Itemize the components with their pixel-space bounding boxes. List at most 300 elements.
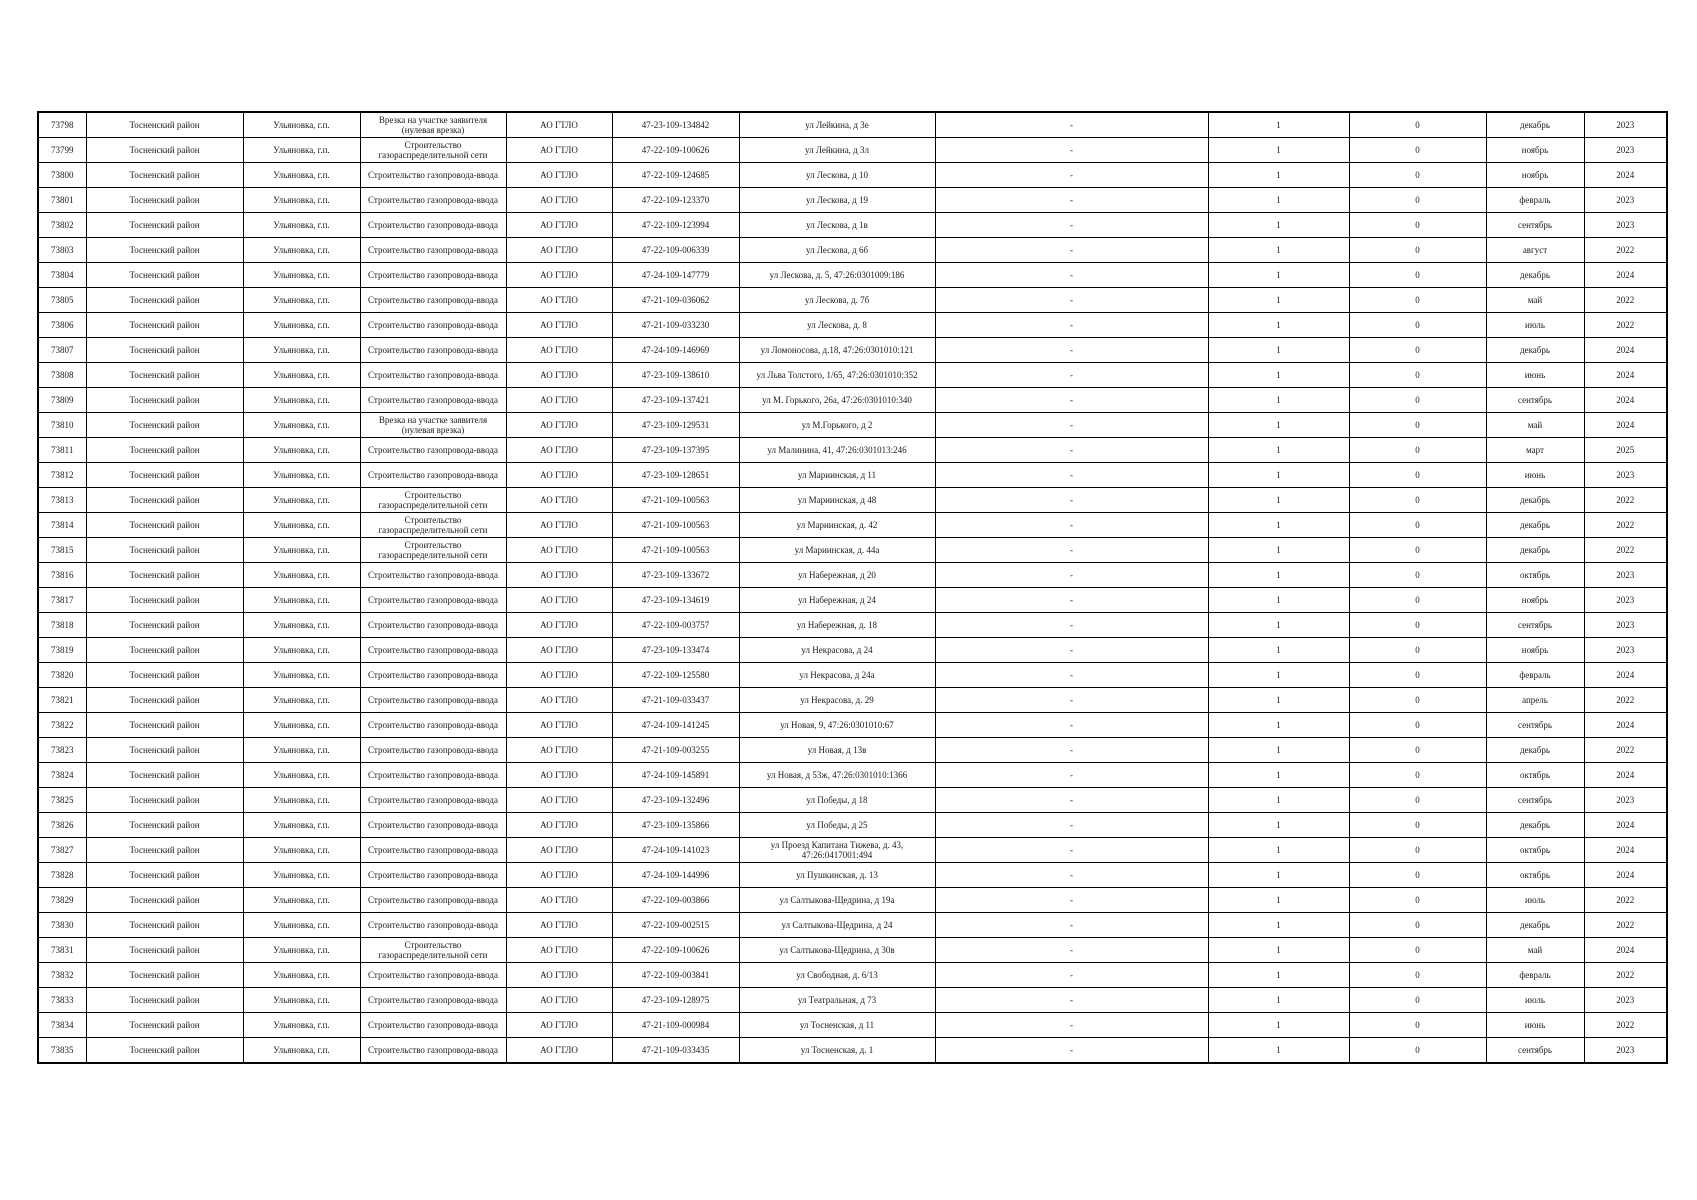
cell-quantity: 1 <box>1208 163 1349 188</box>
cell-year: 2022 <box>1584 488 1667 513</box>
cell-application-number: 47-24-109-147779 <box>612 263 739 288</box>
table-row <box>38 763 1667 788</box>
cell-dash: - <box>935 288 1208 313</box>
cell-year: 2024 <box>1584 413 1667 438</box>
cell-settlement: Ульяновка, г.п. <box>243 988 360 1013</box>
cell-zero: 0 <box>1349 138 1486 163</box>
cell-dash: - <box>935 313 1208 338</box>
cell-year: 2022 <box>1584 688 1667 713</box>
table-row <box>38 938 1667 963</box>
cell-year: 2022 <box>1584 963 1667 988</box>
cell-month: декабрь <box>1486 338 1584 363</box>
cell-district: Тосненский район <box>86 563 243 588</box>
cell-id: 73810 <box>38 413 86 438</box>
cell-application-number: 47-21-109-036062 <box>612 288 739 313</box>
cell-id: 73829 <box>38 888 86 913</box>
cell-month: ноябрь <box>1486 138 1584 163</box>
cell-settlement: Ульяновка, г.п. <box>243 713 360 738</box>
cell-month: декабрь <box>1486 488 1584 513</box>
cell-address: ул М. Горького, 26а, 47:26:0301010:340 <box>739 388 935 413</box>
cell-work-type: Строительство газораспределительной сети <box>360 538 506 563</box>
cell-organization: АО ГТЛО <box>506 838 612 863</box>
cell-application-number: 47-21-109-100563 <box>612 488 739 513</box>
cell-application-number: 47-21-109-100563 <box>612 538 739 563</box>
cell-organization: АО ГТЛО <box>506 213 612 238</box>
cell-organization: АО ГТЛО <box>506 813 612 838</box>
cell-organization: АО ГТЛО <box>506 413 612 438</box>
cell-zero: 0 <box>1349 738 1486 763</box>
cell-zero: 0 <box>1349 638 1486 663</box>
cell-settlement: Ульяновка, г.п. <box>243 138 360 163</box>
cell-organization: АО ГТЛО <box>506 963 612 988</box>
cell-year: 2024 <box>1584 813 1667 838</box>
cell-organization: АО ГТЛО <box>506 538 612 563</box>
cell-work-type: Строительство газопровода-ввода <box>360 463 506 488</box>
cell-year: 2024 <box>1584 338 1667 363</box>
cell-id: 73801 <box>38 188 86 213</box>
cell-month: декабрь <box>1486 813 1584 838</box>
cell-id: 73826 <box>38 813 86 838</box>
cell-settlement: Ульяновка, г.п. <box>243 288 360 313</box>
cell-work-type: Строительство газопровода-ввода <box>360 263 506 288</box>
cell-application-number: 47-22-109-006339 <box>612 238 739 263</box>
cell-work-type: Строительство газопровода-ввода <box>360 663 506 688</box>
cell-zero: 0 <box>1349 213 1486 238</box>
cell-dash: - <box>935 588 1208 613</box>
cell-id: 73827 <box>38 838 86 863</box>
cell-year: 2022 <box>1584 738 1667 763</box>
cell-id: 73798 <box>38 112 86 138</box>
cell-id: 73807 <box>38 338 86 363</box>
cell-year: 2023 <box>1584 213 1667 238</box>
cell-month: декабрь <box>1486 263 1584 288</box>
cell-organization: АО ГТЛО <box>506 363 612 388</box>
cell-zero: 0 <box>1349 288 1486 313</box>
cell-district: Тосненский район <box>86 388 243 413</box>
cell-id: 73813 <box>38 488 86 513</box>
cell-year: 2022 <box>1584 888 1667 913</box>
cell-application-number: 47-22-109-100626 <box>612 138 739 163</box>
cell-month: февраль <box>1486 963 1584 988</box>
cell-settlement: Ульяновка, г.п. <box>243 463 360 488</box>
cell-work-type: Строительство газораспределительной сети <box>360 138 506 163</box>
cell-zero: 0 <box>1349 438 1486 463</box>
cell-quantity: 1 <box>1208 388 1349 413</box>
table-row <box>38 438 1667 463</box>
table-row <box>38 388 1667 413</box>
cell-organization: АО ГТЛО <box>506 988 612 1013</box>
cell-organization: АО ГТЛО <box>506 288 612 313</box>
cell-address: ул Новая, д 13в <box>739 738 935 763</box>
cell-zero: 0 <box>1349 363 1486 388</box>
cell-settlement: Ульяновка, г.п. <box>243 588 360 613</box>
cell-id: 73816 <box>38 563 86 588</box>
cell-dash: - <box>935 263 1208 288</box>
cell-month: май <box>1486 288 1584 313</box>
table-row <box>38 288 1667 313</box>
cell-work-type: Строительство газопровода-ввода <box>360 763 506 788</box>
cell-dash: - <box>935 563 1208 588</box>
cell-address: ул Салтыкова-Щедрина, д 24 <box>739 913 935 938</box>
cell-district: Тосненский район <box>86 338 243 363</box>
cell-district: Тосненский район <box>86 163 243 188</box>
cell-settlement: Ульяновка, г.п. <box>243 913 360 938</box>
cell-district: Тосненский район <box>86 588 243 613</box>
cell-month: июнь <box>1486 363 1584 388</box>
cell-address: ул Некрасова, д 24 <box>739 638 935 663</box>
table-row <box>38 163 1667 188</box>
cell-year: 2023 <box>1584 1038 1667 1064</box>
cell-settlement: Ульяновка, г.п. <box>243 238 360 263</box>
cell-organization: АО ГТЛО <box>506 163 612 188</box>
cell-dash: - <box>935 613 1208 638</box>
cell-zero: 0 <box>1349 313 1486 338</box>
cell-month: июль <box>1486 313 1584 338</box>
cell-month: сентябрь <box>1486 713 1584 738</box>
cell-dash: - <box>935 788 1208 813</box>
cell-application-number: 47-22-109-003866 <box>612 888 739 913</box>
cell-address: ул Мариинская, д 11 <box>739 463 935 488</box>
cell-month: ноябрь <box>1486 163 1584 188</box>
cell-year: 2023 <box>1584 463 1667 488</box>
cell-id: 73803 <box>38 238 86 263</box>
cell-application-number: 47-23-109-128651 <box>612 463 739 488</box>
cell-dash: - <box>935 413 1208 438</box>
cell-district: Тосненский район <box>86 513 243 538</box>
cell-month: сентябрь <box>1486 1038 1584 1064</box>
cell-zero: 0 <box>1349 863 1486 888</box>
cell-dash: - <box>935 1038 1208 1064</box>
cell-work-type: Строительство газопровода-ввода <box>360 738 506 763</box>
cell-month: июль <box>1486 888 1584 913</box>
cell-address: ул Победы, д 25 <box>739 813 935 838</box>
cell-organization: АО ГТЛО <box>506 638 612 663</box>
cell-id: 73818 <box>38 613 86 638</box>
cell-district: Тосненский район <box>86 1013 243 1038</box>
cell-zero: 0 <box>1349 663 1486 688</box>
cell-district: Тосненский район <box>86 688 243 713</box>
cell-application-number: 47-24-109-144996 <box>612 863 739 888</box>
cell-address: ул Малинина, 41, 47:26:0301013:246 <box>739 438 935 463</box>
cell-district: Тосненский район <box>86 138 243 163</box>
cell-district: Тосненский район <box>86 238 243 263</box>
cell-dash: - <box>935 938 1208 963</box>
cell-zero: 0 <box>1349 688 1486 713</box>
cell-month: октябрь <box>1486 838 1584 863</box>
cell-application-number: 47-22-109-123994 <box>612 213 739 238</box>
table-body <box>38 112 1667 1063</box>
cell-address: ул Лескова, д. 8 <box>739 313 935 338</box>
cell-quantity: 1 <box>1208 238 1349 263</box>
cell-year: 2024 <box>1584 863 1667 888</box>
cell-work-type: Строительство газопровода-ввода <box>360 338 506 363</box>
cell-zero: 0 <box>1349 263 1486 288</box>
cell-address: ул Лескова, д 6б <box>739 238 935 263</box>
cell-application-number: 47-24-109-141245 <box>612 713 739 738</box>
cell-settlement: Ульяновка, г.п. <box>243 188 360 213</box>
cell-id: 73800 <box>38 163 86 188</box>
cell-settlement: Ульяновка, г.п. <box>243 163 360 188</box>
cell-organization: АО ГТЛО <box>506 488 612 513</box>
cell-address: ул Лейкина, д 3е <box>739 112 935 138</box>
cell-dash: - <box>935 813 1208 838</box>
cell-zero: 0 <box>1349 588 1486 613</box>
cell-settlement: Ульяновка, г.п. <box>243 563 360 588</box>
cell-quantity: 1 <box>1208 988 1349 1013</box>
cell-work-type: Строительство газопровода-ввода <box>360 163 506 188</box>
cell-zero: 0 <box>1349 163 1486 188</box>
cell-application-number: 47-21-109-100563 <box>612 513 739 538</box>
cell-year: 2022 <box>1584 538 1667 563</box>
cell-settlement: Ульяновка, г.п. <box>243 538 360 563</box>
cell-id: 73799 <box>38 138 86 163</box>
cell-organization: АО ГТЛО <box>506 663 612 688</box>
cell-address: ул Набережная, д 24 <box>739 588 935 613</box>
cell-settlement: Ульяновка, г.п. <box>243 738 360 763</box>
cell-district: Тосненский район <box>86 188 243 213</box>
cell-year: 2023 <box>1584 112 1667 138</box>
cell-dash: - <box>935 713 1208 738</box>
cell-organization: АО ГТЛО <box>506 338 612 363</box>
cell-id: 73831 <box>38 938 86 963</box>
cell-zero: 0 <box>1349 513 1486 538</box>
cell-month: декабрь <box>1486 738 1584 763</box>
table-row <box>38 313 1667 338</box>
cell-application-number: 47-23-109-137421 <box>612 388 739 413</box>
cell-settlement: Ульяновка, г.п. <box>243 413 360 438</box>
cell-organization: АО ГТЛО <box>506 263 612 288</box>
table-row <box>38 838 1667 863</box>
cell-id: 73832 <box>38 963 86 988</box>
cell-dash: - <box>935 538 1208 563</box>
cell-id: 73811 <box>38 438 86 463</box>
cell-application-number: 47-22-109-124685 <box>612 163 739 188</box>
cell-organization: АО ГТЛО <box>506 863 612 888</box>
table-row <box>38 363 1667 388</box>
cell-work-type: Строительство газопровода-ввода <box>360 388 506 413</box>
cell-district: Тосненский район <box>86 963 243 988</box>
cell-year: 2022 <box>1584 288 1667 313</box>
cell-district: Тосненский район <box>86 213 243 238</box>
cell-organization: АО ГТЛО <box>506 188 612 213</box>
cell-id: 73835 <box>38 1038 86 1064</box>
cell-address: ул Победы, д 18 <box>739 788 935 813</box>
cell-work-type: Строительство газопровода-ввода <box>360 238 506 263</box>
table-row <box>38 663 1667 688</box>
cell-zero: 0 <box>1349 112 1486 138</box>
cell-district: Тосненский район <box>86 663 243 688</box>
cell-district: Тосненский район <box>86 638 243 663</box>
cell-month: апрель <box>1486 688 1584 713</box>
cell-month: октябрь <box>1486 763 1584 788</box>
cell-year: 2024 <box>1584 388 1667 413</box>
cell-district: Тосненский район <box>86 813 243 838</box>
cell-zero: 0 <box>1349 913 1486 938</box>
cell-work-type: Строительство газопровода-ввода <box>360 438 506 463</box>
cell-application-number: 47-22-109-003757 <box>612 613 739 638</box>
cell-zero: 0 <box>1349 488 1486 513</box>
table-row <box>38 463 1667 488</box>
cell-id: 73820 <box>38 663 86 688</box>
cell-settlement: Ульяновка, г.п. <box>243 363 360 388</box>
cell-organization: АО ГТЛО <box>506 938 612 963</box>
table-row <box>38 138 1667 163</box>
cell-work-type: Врезка на участке заявителя (нулевая врезка) <box>360 413 506 438</box>
cell-id: 73806 <box>38 313 86 338</box>
table-row <box>38 263 1667 288</box>
cell-quantity: 1 <box>1208 888 1349 913</box>
cell-dash: - <box>935 963 1208 988</box>
cell-work-type: Строительство газопровода-ввода <box>360 213 506 238</box>
cell-settlement: Ульяновка, г.п. <box>243 338 360 363</box>
cell-year: 2024 <box>1584 763 1667 788</box>
cell-settlement: Ульяновка, г.п. <box>243 888 360 913</box>
cell-settlement: Ульяновка, г.п. <box>243 1013 360 1038</box>
cell-application-number: 47-23-109-129531 <box>612 413 739 438</box>
cell-dash: - <box>935 188 1208 213</box>
cell-settlement: Ульяновка, г.п. <box>243 313 360 338</box>
cell-id: 73825 <box>38 788 86 813</box>
cell-address: ул Лескова, д. 7б <box>739 288 935 313</box>
cell-quantity: 1 <box>1208 438 1349 463</box>
cell-zero: 0 <box>1349 938 1486 963</box>
cell-id: 73828 <box>38 863 86 888</box>
cell-year: 2024 <box>1584 938 1667 963</box>
cell-work-type: Строительство газопровода-ввода <box>360 813 506 838</box>
table-row <box>38 613 1667 638</box>
cell-address: ул Лескова, д 19 <box>739 188 935 213</box>
cell-address: ул Лейкина, д 3л <box>739 138 935 163</box>
cell-dash: - <box>935 688 1208 713</box>
cell-work-type: Строительство газораспределительной сети <box>360 938 506 963</box>
cell-application-number: 47-23-109-134842 <box>612 112 739 138</box>
cell-settlement: Ульяновка, г.п. <box>243 863 360 888</box>
cell-zero: 0 <box>1349 763 1486 788</box>
cell-dash: - <box>935 513 1208 538</box>
cell-application-number: 47-23-109-134619 <box>612 588 739 613</box>
cell-address: ул Некрасова, д. 29 <box>739 688 935 713</box>
cell-settlement: Ульяновка, г.п. <box>243 638 360 663</box>
cell-work-type: Врезка на участке заявителя (нулевая врезка) <box>360 112 506 138</box>
cell-application-number: 47-21-109-033435 <box>612 1038 739 1064</box>
cell-district: Тосненский район <box>86 112 243 138</box>
cell-organization: АО ГТЛО <box>506 513 612 538</box>
cell-application-number: 47-22-109-125580 <box>612 663 739 688</box>
cell-quantity: 1 <box>1208 1013 1349 1038</box>
cell-settlement: Ульяновка, г.п. <box>243 263 360 288</box>
cell-zero: 0 <box>1349 788 1486 813</box>
cell-organization: АО ГТЛО <box>506 238 612 263</box>
cell-settlement: Ульяновка, г.п. <box>243 938 360 963</box>
cell-dash: - <box>935 838 1208 863</box>
cell-zero: 0 <box>1349 463 1486 488</box>
cell-work-type: Строительство газопровода-ввода <box>360 613 506 638</box>
cell-settlement: Ульяновка, г.п. <box>243 663 360 688</box>
cell-month: сентябрь <box>1486 613 1584 638</box>
cell-quantity: 1 <box>1208 688 1349 713</box>
cell-quantity: 1 <box>1208 488 1349 513</box>
cell-work-type: Строительство газораспределительной сети <box>360 513 506 538</box>
cell-settlement: Ульяновка, г.п. <box>243 788 360 813</box>
cell-work-type: Строительство газораспределительной сети <box>360 488 506 513</box>
cell-organization: АО ГТЛО <box>506 563 612 588</box>
cell-quantity: 1 <box>1208 313 1349 338</box>
cell-work-type: Строительство газопровода-ввода <box>360 988 506 1013</box>
cell-month: сентябрь <box>1486 213 1584 238</box>
cell-zero: 0 <box>1349 713 1486 738</box>
cell-id: 73802 <box>38 213 86 238</box>
cell-dash: - <box>935 238 1208 263</box>
cell-address: ул Лескова, д. 5, 47:26:0301009:186 <box>739 263 935 288</box>
table-row <box>38 563 1667 588</box>
cell-year: 2023 <box>1584 788 1667 813</box>
cell-settlement: Ульяновка, г.п. <box>243 838 360 863</box>
cell-quantity: 1 <box>1208 863 1349 888</box>
cell-zero: 0 <box>1349 338 1486 363</box>
cell-settlement: Ульяновка, г.п. <box>243 112 360 138</box>
cell-id: 73814 <box>38 513 86 538</box>
cell-organization: АО ГТЛО <box>506 588 612 613</box>
cell-application-number: 47-21-109-003255 <box>612 738 739 763</box>
cell-organization: АО ГТЛО <box>506 613 612 638</box>
cell-quantity: 1 <box>1208 413 1349 438</box>
cell-dash: - <box>935 763 1208 788</box>
cell-work-type: Строительство газопровода-ввода <box>360 713 506 738</box>
cell-year: 2024 <box>1584 263 1667 288</box>
cell-organization: АО ГТЛО <box>506 688 612 713</box>
cell-address: ул Льва Толстого, 1/65, 47:26:0301010:352 <box>739 363 935 388</box>
cell-district: Тосненский район <box>86 413 243 438</box>
cell-month: август <box>1486 238 1584 263</box>
cell-address: ул Мариинская, д. 42 <box>739 513 935 538</box>
cell-application-number: 47-21-109-000984 <box>612 1013 739 1038</box>
cell-month: октябрь <box>1486 863 1584 888</box>
cell-id: 73817 <box>38 588 86 613</box>
cell-year: 2023 <box>1584 988 1667 1013</box>
cell-district: Тосненский район <box>86 288 243 313</box>
cell-organization: АО ГТЛО <box>506 763 612 788</box>
cell-address: ул Салтыкова-Щедрина, д 30в <box>739 938 935 963</box>
cell-district: Тосненский район <box>86 763 243 788</box>
table-row <box>38 112 1667 138</box>
cell-year: 2022 <box>1584 238 1667 263</box>
cell-dash: - <box>935 112 1208 138</box>
cell-district: Тосненский район <box>86 488 243 513</box>
cell-year: 2023 <box>1584 563 1667 588</box>
cell-organization: АО ГТЛО <box>506 788 612 813</box>
cell-quantity: 1 <box>1208 813 1349 838</box>
table-row <box>38 338 1667 363</box>
table-row <box>38 713 1667 738</box>
cell-quantity: 1 <box>1208 838 1349 863</box>
cell-address: ул Набережная, д 20 <box>739 563 935 588</box>
cell-settlement: Ульяновка, г.п. <box>243 613 360 638</box>
cell-zero: 0 <box>1349 813 1486 838</box>
cell-address: ул М.Горького, д 2 <box>739 413 935 438</box>
cell-quantity: 1 <box>1208 788 1349 813</box>
cell-district: Тосненский район <box>86 713 243 738</box>
cell-district: Тосненский район <box>86 738 243 763</box>
cell-quantity: 1 <box>1208 563 1349 588</box>
cell-address: ул Некрасова, д 24а <box>739 663 935 688</box>
cell-quantity: 1 <box>1208 513 1349 538</box>
cell-quantity: 1 <box>1208 1038 1349 1064</box>
cell-work-type: Строительство газопровода-ввода <box>360 1038 506 1064</box>
cell-work-type: Строительство газопровода-ввода <box>360 838 506 863</box>
cell-district: Тосненский район <box>86 263 243 288</box>
cell-id: 73830 <box>38 913 86 938</box>
table-row <box>38 788 1667 813</box>
